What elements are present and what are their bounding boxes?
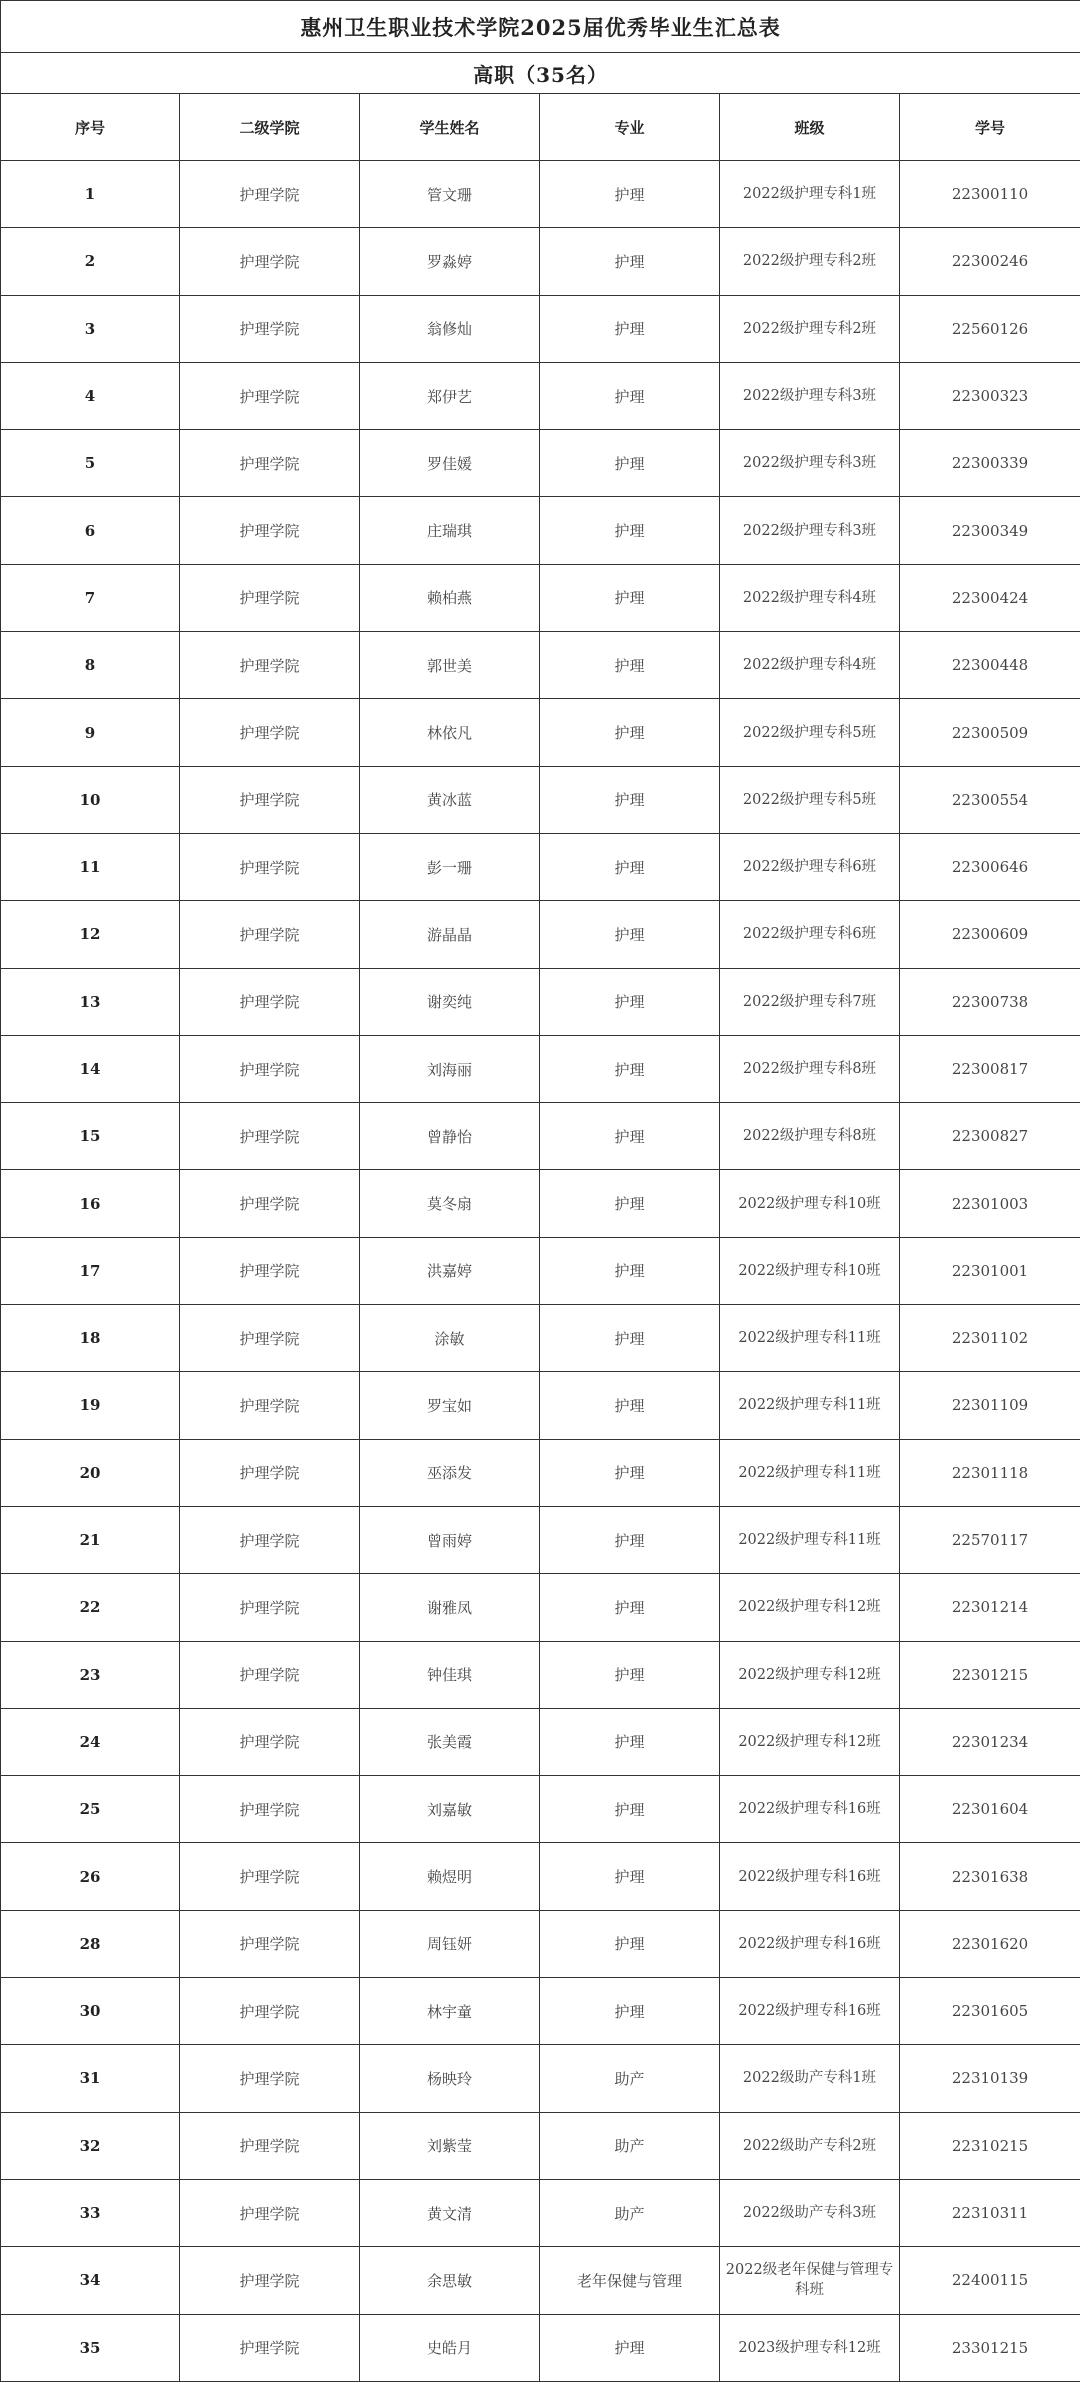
table-row xyxy=(1,766,1080,833)
cell-student-name: 史皓月 xyxy=(360,2314,540,2381)
cell-seq: 22 xyxy=(1,1574,180,1641)
cell-major: 护理 xyxy=(540,1237,720,1304)
table-row xyxy=(1,228,1080,295)
cell-student-name: 彭一珊 xyxy=(360,833,540,900)
cell-college: 护理学院 xyxy=(180,161,360,228)
cell-seq: 28 xyxy=(1,1910,180,1977)
cell-seq: 19 xyxy=(1,1372,180,1439)
header-major: 专业 xyxy=(540,94,720,161)
table-row xyxy=(1,2179,1080,2246)
cell-student-id: 22300738 xyxy=(900,968,1080,1035)
cell-class: 2022级护理专科3班 xyxy=(720,362,900,429)
cell-student-id: 22310139 xyxy=(900,2045,1080,2112)
cell-student-id: 22560126 xyxy=(900,295,1080,362)
cell-seq: 1 xyxy=(1,161,180,228)
cell-class: 2022级护理专科3班 xyxy=(720,430,900,497)
cell-student-id: 22300609 xyxy=(900,901,1080,968)
table-title: 惠州卫生职业技术学院2025届优秀毕业生汇总表 xyxy=(1,1,1080,53)
cell-class: 2022级助产专科1班 xyxy=(720,2045,900,2112)
cell-student-name: 郑伊艺 xyxy=(360,362,540,429)
table-row xyxy=(1,2045,1080,2112)
cell-seq: 20 xyxy=(1,1439,180,1506)
cell-seq: 5 xyxy=(1,430,180,497)
cell-student-name: 涂敏 xyxy=(360,1305,540,1372)
cell-major: 护理 xyxy=(540,1574,720,1641)
cell-student-id: 22570117 xyxy=(900,1506,1080,1573)
cell-student-name: 刘海丽 xyxy=(360,1035,540,1102)
cell-major: 护理 xyxy=(540,901,720,968)
cell-student-id: 22310311 xyxy=(900,2179,1080,2246)
cell-college: 护理学院 xyxy=(180,766,360,833)
cell-class: 2022级护理专科4班 xyxy=(720,564,900,631)
cell-student-name: 莫冬扇 xyxy=(360,1170,540,1237)
cell-class: 2022级护理专科6班 xyxy=(720,901,900,968)
table-row xyxy=(1,497,1080,564)
cell-student-id: 22300509 xyxy=(900,699,1080,766)
cell-student-name: 罗佳媛 xyxy=(360,430,540,497)
cell-student-name: 曾静怡 xyxy=(360,1103,540,1170)
table-subtitle: 高职（35名） xyxy=(1,53,1080,94)
cell-major: 老年保健与管理 xyxy=(540,2247,720,2314)
cell-seq: 32 xyxy=(1,2112,180,2179)
cell-seq: 8 xyxy=(1,632,180,699)
table-row xyxy=(1,1372,1080,1439)
cell-student-name: 钟佳琪 xyxy=(360,1641,540,1708)
cell-college: 护理学院 xyxy=(180,2247,360,2314)
cell-seq: 15 xyxy=(1,1103,180,1170)
cell-seq: 24 xyxy=(1,1708,180,1775)
cell-student-name: 洪嘉婷 xyxy=(360,1237,540,1304)
cell-college: 护理学院 xyxy=(180,2112,360,2179)
cell-major: 助产 xyxy=(540,2045,720,2112)
table-row xyxy=(1,1305,1080,1372)
cell-student-name: 林依凡 xyxy=(360,699,540,766)
cell-student-name: 赖柏燕 xyxy=(360,564,540,631)
cell-college: 护理学院 xyxy=(180,968,360,1035)
table-row xyxy=(1,1170,1080,1237)
cell-student-id: 22301215 xyxy=(900,1641,1080,1708)
cell-college: 护理学院 xyxy=(180,2314,360,2381)
cell-major: 护理 xyxy=(540,362,720,429)
cell-class: 2022级助产专科2班 xyxy=(720,2112,900,2179)
cell-major: 护理 xyxy=(540,1776,720,1843)
cell-major: 护理 xyxy=(540,1170,720,1237)
cell-student-name: 翁修灿 xyxy=(360,295,540,362)
cell-seq: 13 xyxy=(1,968,180,1035)
cell-student-id: 23301215 xyxy=(900,2314,1080,2381)
cell-class: 2022级护理专科8班 xyxy=(720,1035,900,1102)
table-row xyxy=(1,968,1080,1035)
cell-class: 2022级护理专科11班 xyxy=(720,1372,900,1439)
cell-student-id: 22300554 xyxy=(900,766,1080,833)
cell-seq: 6 xyxy=(1,497,180,564)
cell-college: 护理学院 xyxy=(180,1439,360,1506)
table-row xyxy=(1,1843,1080,1910)
cell-class: 2022级护理专科1班 xyxy=(720,161,900,228)
table-row xyxy=(1,1574,1080,1641)
title-row xyxy=(1,1,1080,53)
cell-class: 2022级护理专科12班 xyxy=(720,1574,900,1641)
cell-seq: 18 xyxy=(1,1305,180,1372)
cell-seq: 4 xyxy=(1,362,180,429)
cell-student-id: 22301605 xyxy=(900,1978,1080,2045)
table-row xyxy=(1,1978,1080,2045)
cell-student-name: 巫添发 xyxy=(360,1439,540,1506)
cell-class: 2022级护理专科6班 xyxy=(720,833,900,900)
cell-major: 护理 xyxy=(540,295,720,362)
cell-student-id: 22301102 xyxy=(900,1305,1080,1372)
table-row xyxy=(1,1776,1080,1843)
cell-seq: 11 xyxy=(1,833,180,900)
cell-student-id: 22300424 xyxy=(900,564,1080,631)
cell-seq: 16 xyxy=(1,1170,180,1237)
cell-college: 护理学院 xyxy=(180,901,360,968)
cell-major: 护理 xyxy=(540,564,720,631)
cell-major: 助产 xyxy=(540,2112,720,2179)
cell-major: 护理 xyxy=(540,161,720,228)
cell-major: 护理 xyxy=(540,1035,720,1102)
cell-class: 2022级护理专科8班 xyxy=(720,1103,900,1170)
cell-student-name: 罗宝如 xyxy=(360,1372,540,1439)
cell-class: 2022级助产专科3班 xyxy=(720,2179,900,2246)
cell-student-name: 谢奕纯 xyxy=(360,968,540,1035)
cell-college: 护理学院 xyxy=(180,1035,360,1102)
cell-college: 护理学院 xyxy=(180,632,360,699)
cell-major: 护理 xyxy=(540,1439,720,1506)
header-student-name: 学生姓名 xyxy=(360,94,540,161)
table-row xyxy=(1,564,1080,631)
cell-class: 2022级护理专科3班 xyxy=(720,497,900,564)
table-row xyxy=(1,1506,1080,1573)
cell-class: 2022级护理专科11班 xyxy=(720,1506,900,1573)
cell-major: 护理 xyxy=(540,1372,720,1439)
cell-student-name: 余思敏 xyxy=(360,2247,540,2314)
cell-college: 护理学院 xyxy=(180,1506,360,1573)
cell-college: 护理学院 xyxy=(180,1776,360,1843)
cell-college: 护理学院 xyxy=(180,564,360,631)
header-seq: 序号 xyxy=(1,94,180,161)
cell-seq: 9 xyxy=(1,699,180,766)
cell-student-id: 22300339 xyxy=(900,430,1080,497)
cell-seq: 17 xyxy=(1,1237,180,1304)
cell-college: 护理学院 xyxy=(180,1372,360,1439)
cell-class: 2022级护理专科12班 xyxy=(720,1641,900,1708)
cell-major: 护理 xyxy=(540,1978,720,2045)
header-class: 班级 xyxy=(720,94,900,161)
cell-college: 护理学院 xyxy=(180,1978,360,2045)
cell-student-id: 22300110 xyxy=(900,161,1080,228)
cell-class: 2022级护理专科5班 xyxy=(720,766,900,833)
cell-college: 护理学院 xyxy=(180,1708,360,1775)
cell-student-id: 22300827 xyxy=(900,1103,1080,1170)
cell-student-id: 22301620 xyxy=(900,1910,1080,1977)
cell-college: 护理学院 xyxy=(180,1237,360,1304)
cell-college: 护理学院 xyxy=(180,699,360,766)
cell-student-id: 22301003 xyxy=(900,1170,1080,1237)
cell-student-id: 22310215 xyxy=(900,2112,1080,2179)
cell-seq: 33 xyxy=(1,2179,180,2246)
cell-seq: 2 xyxy=(1,228,180,295)
cell-college: 护理学院 xyxy=(180,497,360,564)
table-row xyxy=(1,1237,1080,1304)
cell-student-name: 谢雅凤 xyxy=(360,1574,540,1641)
cell-student-name: 杨映玲 xyxy=(360,2045,540,2112)
cell-student-name: 游晶晶 xyxy=(360,901,540,968)
cell-major: 护理 xyxy=(540,632,720,699)
cell-student-name: 庄瑞琪 xyxy=(360,497,540,564)
table-row xyxy=(1,1708,1080,1775)
cell-student-id: 22300323 xyxy=(900,362,1080,429)
cell-major: 护理 xyxy=(540,1103,720,1170)
table-row xyxy=(1,632,1080,699)
cell-student-id: 22400115 xyxy=(900,2247,1080,2314)
cell-seq: 12 xyxy=(1,901,180,968)
cell-student-id: 22301001 xyxy=(900,1237,1080,1304)
cell-student-id: 22301118 xyxy=(900,1439,1080,1506)
cell-major: 助产 xyxy=(540,2179,720,2246)
header-row xyxy=(1,94,1080,161)
cell-college: 护理学院 xyxy=(180,1843,360,1910)
cell-major: 护理 xyxy=(540,1708,720,1775)
cell-seq: 35 xyxy=(1,2314,180,2381)
header-college: 二级学院 xyxy=(180,94,360,161)
cell-seq: 23 xyxy=(1,1641,180,1708)
cell-class: 2022级护理专科10班 xyxy=(720,1170,900,1237)
cell-seq: 7 xyxy=(1,564,180,631)
cell-student-name: 刘嘉敏 xyxy=(360,1776,540,1843)
table-row xyxy=(1,1439,1080,1506)
cell-major: 护理 xyxy=(540,699,720,766)
cell-seq: 25 xyxy=(1,1776,180,1843)
table-row xyxy=(1,833,1080,900)
cell-student-name: 周钰妍 xyxy=(360,1910,540,1977)
cell-college: 护理学院 xyxy=(180,430,360,497)
cell-student-id: 22301234 xyxy=(900,1708,1080,1775)
cell-student-id: 22300349 xyxy=(900,497,1080,564)
cell-class: 2022级护理专科16班 xyxy=(720,1910,900,1977)
cell-major: 护理 xyxy=(540,2314,720,2381)
cell-class: 2022级护理专科16班 xyxy=(720,1776,900,1843)
cell-major: 护理 xyxy=(540,1910,720,1977)
cell-student-name: 黄文清 xyxy=(360,2179,540,2246)
cell-class: 2022级护理专科11班 xyxy=(720,1305,900,1372)
table-row xyxy=(1,2314,1080,2381)
cell-seq: 34 xyxy=(1,2247,180,2314)
cell-seq: 21 xyxy=(1,1506,180,1573)
cell-college: 护理学院 xyxy=(180,228,360,295)
cell-class: 2022级护理专科4班 xyxy=(720,632,900,699)
cell-class: 2022级护理专科10班 xyxy=(720,1237,900,1304)
cell-student-name: 林宇童 xyxy=(360,1978,540,2045)
cell-class: 2022级护理专科2班 xyxy=(720,228,900,295)
table-row xyxy=(1,2247,1080,2314)
cell-student-name: 赖煜明 xyxy=(360,1843,540,1910)
table-row xyxy=(1,1641,1080,1708)
cell-student-name: 罗淼婷 xyxy=(360,228,540,295)
table-row xyxy=(1,161,1080,228)
cell-major: 护理 xyxy=(540,1506,720,1573)
cell-college: 护理学院 xyxy=(180,1641,360,1708)
cell-class: 2022级护理专科16班 xyxy=(720,1843,900,1910)
table-row xyxy=(1,362,1080,429)
table-row xyxy=(1,2112,1080,2179)
cell-major: 护理 xyxy=(540,833,720,900)
cell-major: 护理 xyxy=(540,1641,720,1708)
cell-college: 护理学院 xyxy=(180,1103,360,1170)
cell-student-id: 22300817 xyxy=(900,1035,1080,1102)
cell-seq: 14 xyxy=(1,1035,180,1102)
cell-college: 护理学院 xyxy=(180,833,360,900)
cell-college: 护理学院 xyxy=(180,1910,360,1977)
cell-student-name: 张美霞 xyxy=(360,1708,540,1775)
cell-major: 护理 xyxy=(540,1843,720,1910)
table-row xyxy=(1,1035,1080,1102)
cell-student-id: 22301109 xyxy=(900,1372,1080,1439)
table-row xyxy=(1,1103,1080,1170)
cell-seq: 30 xyxy=(1,1978,180,2045)
table-row xyxy=(1,1910,1080,1977)
cell-class: 2022级护理专科11班 xyxy=(720,1439,900,1506)
cell-major: 护理 xyxy=(540,430,720,497)
cell-college: 护理学院 xyxy=(180,295,360,362)
cell-student-id: 22301638 xyxy=(900,1843,1080,1910)
cell-class: 2022级护理专科12班 xyxy=(720,1708,900,1775)
cell-class: 2022级护理专科16班 xyxy=(720,1978,900,2045)
header-student-id: 学号 xyxy=(900,94,1080,161)
cell-major: 护理 xyxy=(540,766,720,833)
table-row xyxy=(1,430,1080,497)
cell-seq: 31 xyxy=(1,2045,180,2112)
table-row xyxy=(1,901,1080,968)
cell-major: 护理 xyxy=(540,1305,720,1372)
cell-college: 护理学院 xyxy=(180,1305,360,1372)
cell-college: 护理学院 xyxy=(180,2179,360,2246)
cell-class: 2022级护理专科5班 xyxy=(720,699,900,766)
cell-student-name: 管文珊 xyxy=(360,161,540,228)
cell-student-name: 黄冰蓝 xyxy=(360,766,540,833)
cell-class: 2022级老年保健与管理专科班 xyxy=(720,2247,900,2314)
cell-student-id: 22300246 xyxy=(900,228,1080,295)
cell-college: 护理学院 xyxy=(180,2045,360,2112)
cell-seq: 3 xyxy=(1,295,180,362)
cell-student-id: 22300448 xyxy=(900,632,1080,699)
cell-student-name: 刘紫莹 xyxy=(360,2112,540,2179)
cell-student-id: 22301604 xyxy=(900,1776,1080,1843)
cell-major: 护理 xyxy=(540,497,720,564)
cell-student-id: 22300646 xyxy=(900,833,1080,900)
cell-student-name: 郭世美 xyxy=(360,632,540,699)
table-row xyxy=(1,699,1080,766)
cell-student-id: 22301214 xyxy=(900,1574,1080,1641)
cell-college: 护理学院 xyxy=(180,1170,360,1237)
cell-class: 2022级护理专科2班 xyxy=(720,295,900,362)
cell-class: 2023级护理专科12班 xyxy=(720,2314,900,2381)
cell-college: 护理学院 xyxy=(180,362,360,429)
table-row xyxy=(1,295,1080,362)
cell-seq: 10 xyxy=(1,766,180,833)
subtitle-row xyxy=(1,53,1080,94)
cell-seq: 26 xyxy=(1,1843,180,1910)
cell-student-name: 曾雨婷 xyxy=(360,1506,540,1573)
cell-class: 2022级护理专科7班 xyxy=(720,968,900,1035)
cell-major: 护理 xyxy=(540,228,720,295)
cell-college: 护理学院 xyxy=(180,1574,360,1641)
cell-major: 护理 xyxy=(540,968,720,1035)
